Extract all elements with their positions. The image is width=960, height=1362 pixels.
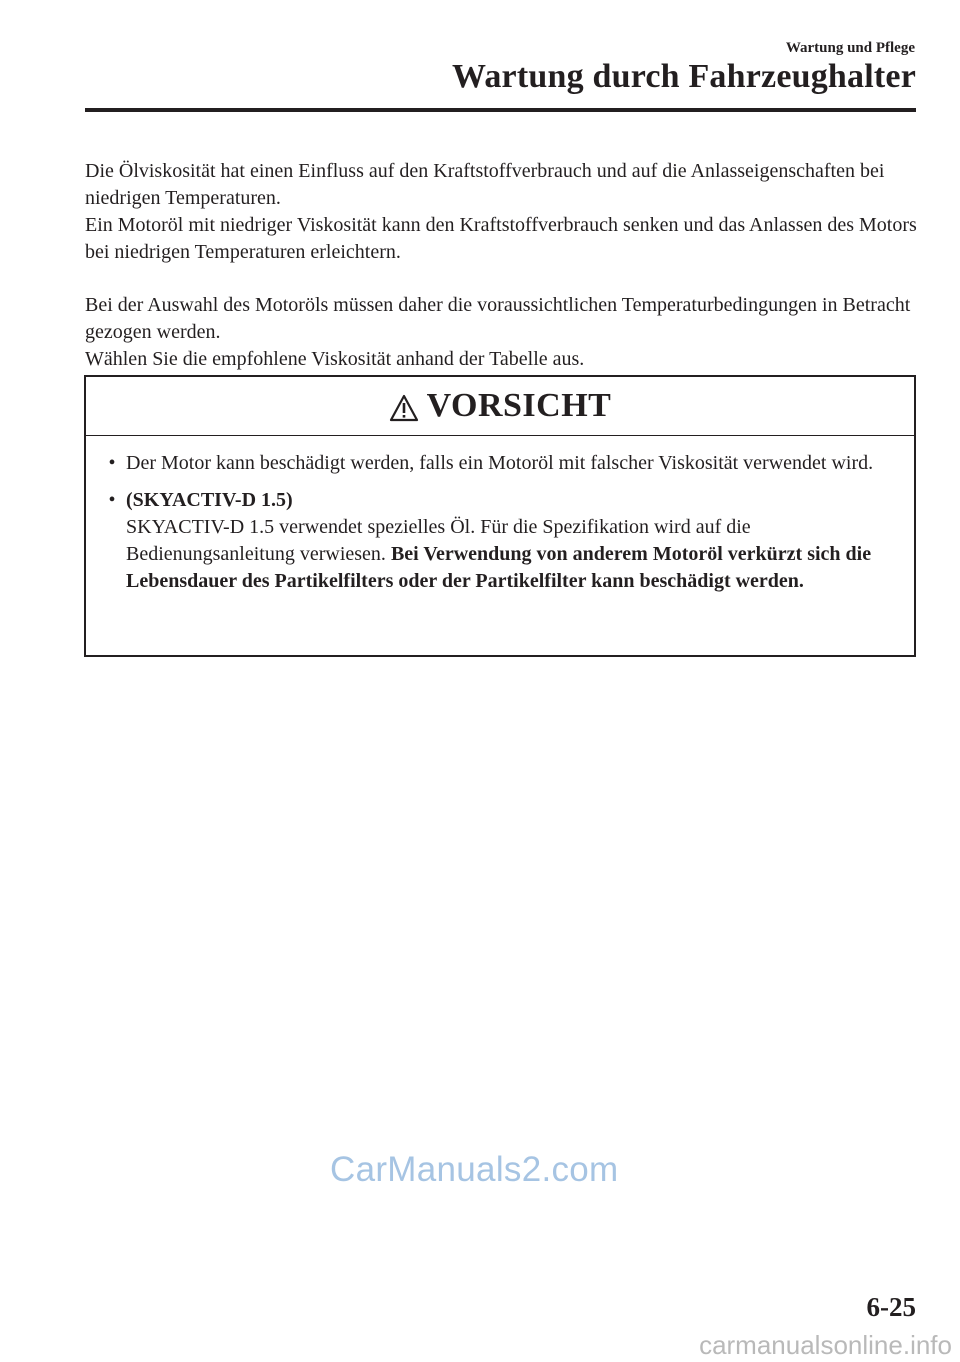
page-title: Wartung durch Fahrzeughalter xyxy=(452,58,916,95)
caution-item-heading: (SKYACTIV-D 1.5) xyxy=(126,489,293,511)
bullet: • xyxy=(108,452,116,474)
caution-item-bold-text: Bei Verwendung von anderem Motoröl verkürzt sich die Lebensdauer des Partikelfilters oder der Partikelfilter kann beschädigt werden. xyxy=(126,543,872,592)
page-number: 6-25 xyxy=(866,1292,916,1322)
footer-site-watermark: carmanualsonline.info xyxy=(699,1330,952,1360)
warning-triangle-icon xyxy=(389,394,419,422)
caution-header xyxy=(86,377,914,436)
watermark: CarManuals2.com xyxy=(330,1150,619,1189)
paragraph: Bei der Auswahl des Motoröls müssen daher die voraussichtlichen Temperaturbedingungen in Betracht gezogen werden. xyxy=(85,294,911,343)
header-rule xyxy=(85,108,916,112)
paragraph-group-1 xyxy=(85,158,917,266)
caution-item-text: Der Motor kann beschädigt werden, falls ein Motoröl mit falscher Viskosität verwendet wird. xyxy=(126,452,874,474)
section-header: Wartung und Pflege xyxy=(785,40,915,56)
body-text xyxy=(85,158,917,373)
caution-item xyxy=(102,487,894,595)
paragraph: Die Ölviskosität hat einen Einfluss auf den Kraftstoffverbrauch und auf die Anlasseigenschaften bei niedrigen Temperaturen. xyxy=(85,160,885,209)
caution-item xyxy=(102,450,894,477)
paragraph: Ein Motoröl mit niedriger Viskosität kann den Kraftstoffverbrauch senken und das Anlassen des Motors bei niedrigen Temperaturen erleichtern. xyxy=(85,214,917,263)
caution-list xyxy=(86,436,914,595)
bullet: • xyxy=(108,489,116,511)
caution-item-text: SKYACTIV-D 1.5 verwendet spezielles Öl. Für die Spezifikation wird auf die Bedienungsanleitung verwiesen. xyxy=(126,516,751,565)
paragraph: Wählen Sie die empfohlene Viskosität anhand der Tabelle aus. xyxy=(85,348,585,370)
paragraph-group-2 xyxy=(85,292,917,373)
caution-box xyxy=(84,375,916,657)
caution-title: VORSICHT xyxy=(426,387,612,424)
